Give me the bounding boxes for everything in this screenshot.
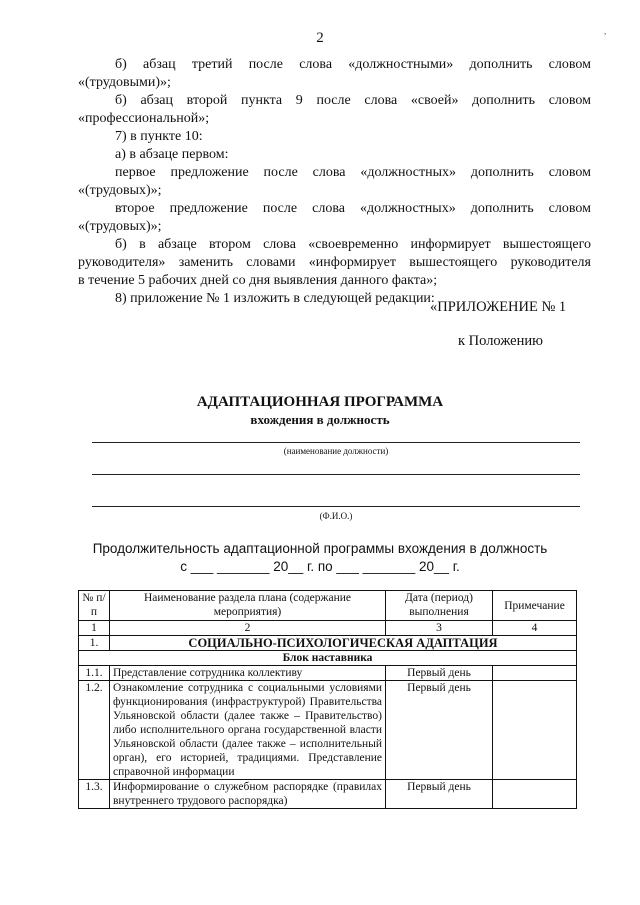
block-row — [79, 651, 577, 666]
text-line: а) в абзаце первом: — [115, 147, 229, 162]
blank-underline — [92, 474, 580, 475]
header-date: Дата (период) выполнения — [386, 591, 493, 621]
text-line: 7) в пункте 10: — [115, 129, 203, 144]
row-num: 1.2. — [79, 681, 110, 780]
text-line: «(трудовыми)»; — [78, 75, 171, 90]
text-line: «(трудовых)»; — [78, 219, 162, 234]
header-name: Наименование раздела плана (содержание мероприятия) — [110, 591, 386, 621]
text-line: б) абзац третий после слова «должностными» дополнить словом — [115, 57, 591, 72]
row-note — [493, 666, 577, 681]
section-title: СОЦИАЛЬНО-ПСИХОЛОГИЧЕСКАЯ АДАПТАЦИЯ — [110, 636, 577, 651]
text-line: в течение 5 рабочих дней со дня выявления данного факта»; — [78, 273, 438, 288]
corner-mark: , — [604, 26, 607, 36]
row-num: 1.1. — [79, 666, 110, 681]
section-row — [79, 636, 577, 651]
page-number: 2 — [316, 30, 324, 46]
table-row — [79, 666, 577, 681]
program-title: АДАПТАЦИОННАЯ ПРОГРАММА — [196, 394, 444, 410]
row-text: Ознакомление сотрудника с социальными условиями функционирования (инфраструктурой) Правительства Ульяновской области (далее также – Правительство) либо исполнительного органа государственной власти Ульяновской области (далее также – исполнительный орган), его историей, традициями. Представление справочной информации — [110, 681, 386, 780]
row-text: Представление сотрудника коллективу — [110, 666, 386, 681]
fio-caption: (Ф.И.О.) — [319, 511, 353, 521]
row-note — [493, 681, 577, 780]
table-row — [79, 681, 577, 780]
text-line: б) в абзаце втором слова «своевременно информирует вышестоящего — [115, 237, 591, 252]
text-line: «(трудовых)»; — [78, 183, 162, 198]
fio-underline — [92, 506, 580, 507]
col-number: 3 — [386, 621, 493, 636]
col-number: 1 — [79, 621, 110, 636]
header-row — [79, 591, 577, 621]
program-subtitle: вхождения в должность — [250, 412, 390, 427]
section-num: 1. — [79, 636, 110, 651]
block-title: Блок наставника — [79, 651, 577, 666]
row-num: 1.3. — [79, 780, 110, 809]
text-line: «профессиональной»; — [78, 111, 210, 126]
header-note: Примечание — [493, 591, 577, 621]
text-line: 8) приложение № 1 изложить в следующей редакции: — [115, 291, 435, 306]
col-number: 4 — [493, 621, 577, 636]
row-date: Первый день — [386, 780, 493, 809]
row-date: Первый день — [386, 666, 493, 681]
plan-table — [78, 590, 577, 809]
appendix-to: к Положению — [458, 333, 543, 349]
text-line: руководителя» заменить словами «информирует вышестоящего руководителя — [78, 255, 591, 270]
position-underline — [92, 442, 580, 443]
text-line: второе предложение после слова «должностных» дополнить словом — [115, 201, 591, 216]
position-caption: (наименование должности) — [283, 446, 389, 456]
duration-line: Продолжительность адаптационной программы вхождения в должность — [92, 541, 548, 556]
row-text: Информирование о служебном распорядке (правилах внутреннего трудового распорядка) — [110, 780, 386, 809]
date-line: с ___ _______ 20__ г. по ___ _______ 20__ г. — [180, 559, 460, 574]
row-note — [493, 780, 577, 809]
table-row — [79, 780, 577, 809]
column-numbers-row — [79, 621, 577, 636]
row-date: Первый день — [386, 681, 493, 780]
header-num: № п/п — [79, 591, 110, 621]
text-line: б) абзац второй пункта 9 после слова «своей» дополнить словом — [115, 93, 591, 108]
text-line: первое предложение после слова «должностных» дополнить словом — [115, 165, 591, 180]
col-number: 2 — [110, 621, 386, 636]
appendix-label: «ПРИЛОЖЕНИЕ № 1 — [430, 299, 567, 315]
